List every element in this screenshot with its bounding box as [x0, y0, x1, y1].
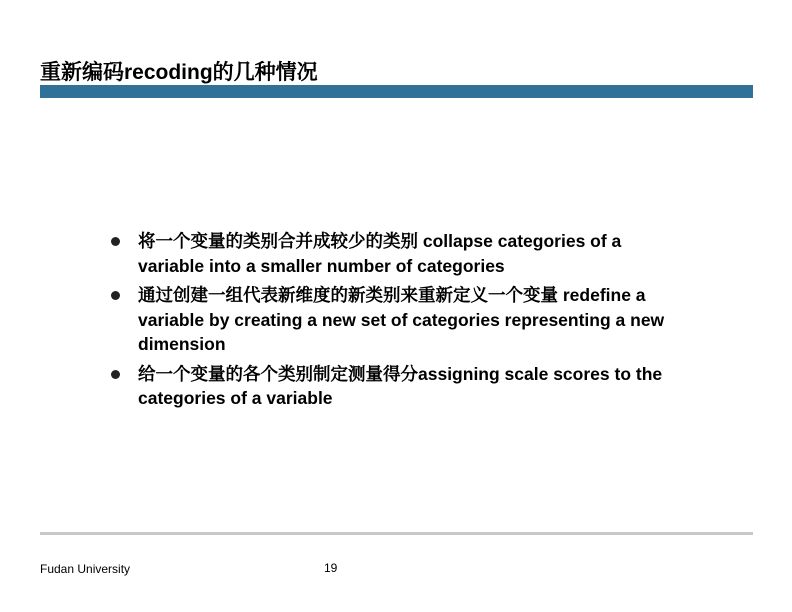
title-divider	[40, 85, 753, 98]
page-number: 19	[324, 561, 338, 575]
bullet-item	[110, 229, 690, 278]
bullet-text: 给一个变量的各个类别制定测量得分assigning scale scores to the categories of a variable	[138, 363, 663, 408]
bullet-text: 将一个变量的类别合并成较少的类别 collapse categories of a variable into a smaller number of categories	[138, 231, 622, 276]
bullet-item	[110, 283, 690, 357]
footer-divider	[40, 532, 753, 535]
bullet-dot-icon	[111, 370, 120, 379]
bullet-dot-icon	[111, 237, 120, 246]
bullet-list	[110, 229, 690, 416]
footer-organization: Fudan University	[40, 562, 131, 576]
bullet-item	[110, 362, 690, 411]
bullet-dot-icon	[111, 291, 120, 300]
slide-title: 重新编码recoding的几种情况	[40, 61, 318, 84]
bullet-text: 通过创建一组代表新维度的新类别来重新定义一个变量 redefine a variable by creating a new set of categories representing a new dimension	[138, 285, 665, 354]
